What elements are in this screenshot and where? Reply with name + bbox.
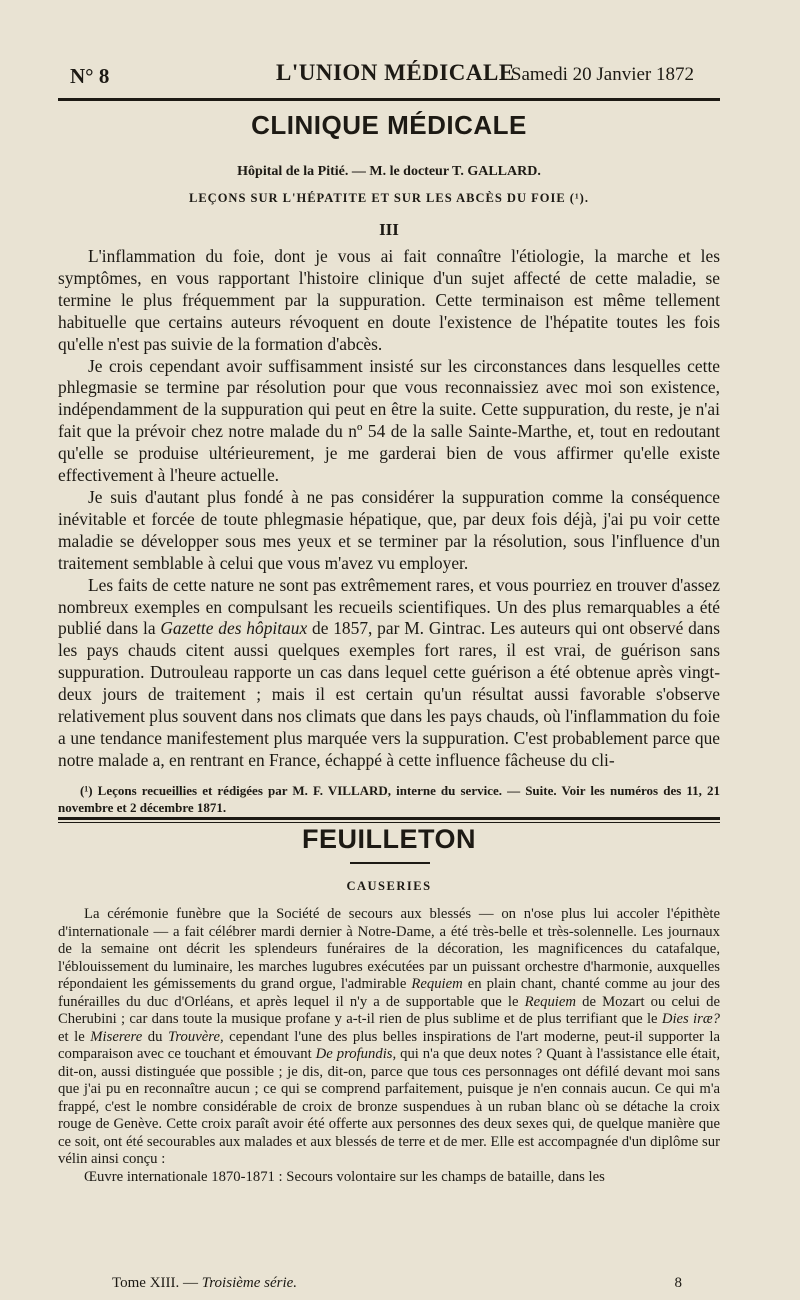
page-number: 8: [674, 1275, 682, 1291]
work-title: De profundis,: [315, 1046, 397, 1062]
text-run: de Mozart ou celui de Cherubini ; car dans toute la musique profane y a-t-il rien de plus sublime et de plus terrifiant que le: [58, 993, 720, 1027]
causeries-title: CAUSERIES: [346, 879, 432, 893]
text-run: de 1857, par M. Gintrac. Les auteurs qui ont observé dans les pays chauds citent aussi quelques exemples fort rares, il est vrai, de guérison sans suppuration. Dutrouleau rapporte un cas dans lequel cette guérison a été obtenue après vingt-deux jours de traitement ; mais il est certain qu'un résultat aussi favorable s'observe relativement plus souvent dans nos climats que dans les pays chauds, où l'inflammation du foie a une tendance manifestement plus marquée vers la suppuration. C'est probablement parce que notre malade a, en rentrant en France, échappé à cette influence fâcheuse du cli-: [58, 618, 720, 770]
work-title: Requiem: [411, 976, 463, 992]
issue-date: Samedi 20 Janvier 1872: [510, 64, 694, 85]
work-title: Miserere: [90, 1028, 143, 1045]
lecture-title: LEÇONS SUR L'HÉPATITE ET SUR LES ABCÈS DU FOIE (¹).: [189, 191, 589, 205]
work-title: Dies iræ?: [661, 1011, 720, 1027]
footnote: [58, 782, 720, 816]
text-run: Les faits de cette nature ne sont pas extrêmement rares, et vous pourriez en trouver d'assez nombreux exemples en compulsant les recueils scientifiques. Un des plus remarquables a été publié dans la: [58, 574, 720, 639]
section-title-feuilleton: FEUILLETON: [301, 824, 476, 854]
header-rule: [58, 98, 720, 101]
running-header: [58, 58, 720, 94]
clinique-body: [58, 246, 720, 772]
feuilleton-divider: [350, 862, 430, 864]
text-run: du: [142, 1028, 169, 1045]
paragraph: Je crois cependant avoir suffisamment insisté sur les circonstances dans lesquelles cette phlegmasie se termine par résolution pour que vous reconnaissiez avec moi son existence, indépendamment de la suppuration qui peut en être la suite. Cette suppuration, du reste, je n'ai fait que la prévoir chez notre malade du nº 54 de la salle Sainte-Marthe, et, tout en redoutant qu'elle se produise ultérieurement, je me garderai bien de vous affirmer qu'elle existe effectivement à l'heure actuelle.: [58, 355, 720, 486]
paragraph: L'inflammation du foie, dont je vous ai fait connaître l'étiologie, la marche et les symptômes, en vous rapportant l'histoire clinique d'un sujet affecté de cette maladie, se termine le plus fréquemment par la suppuration. Cette terminaison est même tellement habituelle que certains auteurs révoquent en doute l'existence de l'hépatite toutes les fois qu'elle n'est pas suivie de la formation d'abcès.: [58, 246, 720, 354]
volume-line: [112, 1275, 297, 1292]
feuilleton-rule-top: [58, 817, 720, 820]
feuilleton-body: [58, 906, 720, 1186]
paragraph: Je suis d'autant plus fondé à ne pas considérer la suppuration comme la conséquence inévitable et forcée de toute phlegmasie hépatique, que, par deux fois déjà, j'ai pu voir cette maladie se développer sous mes yeux et se terminer par la résolution, sous l'influence d'un traitement semblable à celui que vous m'avez vu employer.: [58, 486, 720, 573]
paragraph: [58, 906, 720, 1169]
issue-number: N° 8: [70, 64, 110, 88]
text-run: et le: [58, 1028, 91, 1045]
feuilleton-rule-bottom: [58, 822, 720, 823]
paragraph: [58, 575, 720, 772]
footnote-text: (¹) Leçons recueillies et rédigées par M. F. VILLARD, interne du service. — Suite. Voir les numéros des 11, 21 novembre et 2 décembre 1871.: [58, 783, 720, 815]
journal-name: Gazette des hôpitaux: [160, 618, 308, 639]
text-run: qui n'a que deux notes ? Quant à l'assistance elle était, dit-on, aussi distinguée que possible ; je dis, dit-on, parce que tous ces personnages ont défilé devant moi sans que j'ai pu en reconnaître aucun ; ce qui se comprend parfaitement, puisque je n'en connais aucun. Ce qui m'a frappé, c'est le nombre considérable de croix de bronze suspendues à un ruban blanc où se détache la croix rouge de Genève. Cette croix paraît avoir été offerte aux personnes des deux sexes qui, de quelque manière que ce soit, ont été secourables aux malades et aux blessés de terre et de mer. Elle est accompagnée d'un diplôme sur vélin ainsi conçu :: [58, 1046, 720, 1167]
part-number: III: [379, 220, 399, 239]
work-title: Trouvère,: [168, 1028, 224, 1045]
work-title: Requiem: [524, 993, 577, 1010]
series-label: Troisième série.: [201, 1275, 298, 1291]
section-title-clinique: CLINIQUE MÉDICALE: [251, 110, 527, 140]
text-run: La cérémonie funèbre que la Société de secours aux blessés — on n'ose plus lui accoler l'épithète d'internationale — a fait célébrer mardi dernier à Notre-Dame, a été très-belle et très-solennelle. Les journaux de la semaine ont décrit les splendeurs funéraires de la décoration, les magnificences du catafalque, l'éblouissement du luminaire, les marches lugubres exécutées par un puissant orchestre d'harmonie, auxquelles répondaient les gémissements du grand orgue, l'admirable: [58, 906, 720, 992]
journal-title: L'UNION MÉDICALE: [276, 60, 515, 85]
text-run: en plain chant, chanté comme au jour des funérailles du duc d'Orléans, et après lequel il n'y a de supportable que le: [58, 976, 720, 1010]
volume-label: Tome XIII. —: [112, 1275, 202, 1291]
text-run: cependant l'une des plus belles inspirations de l'art moderne, peut-il supporter la comparaison avec ce touchant et émouvant: [58, 1028, 721, 1062]
paragraph: Œuvre internationale 1870-1871 : Secours volontaire sur les champs de bataille, dans les: [84, 1168, 605, 1185]
hospital-line: Hôpital de la Pitié. — M. le docteur T. GALLARD.: [237, 164, 541, 179]
